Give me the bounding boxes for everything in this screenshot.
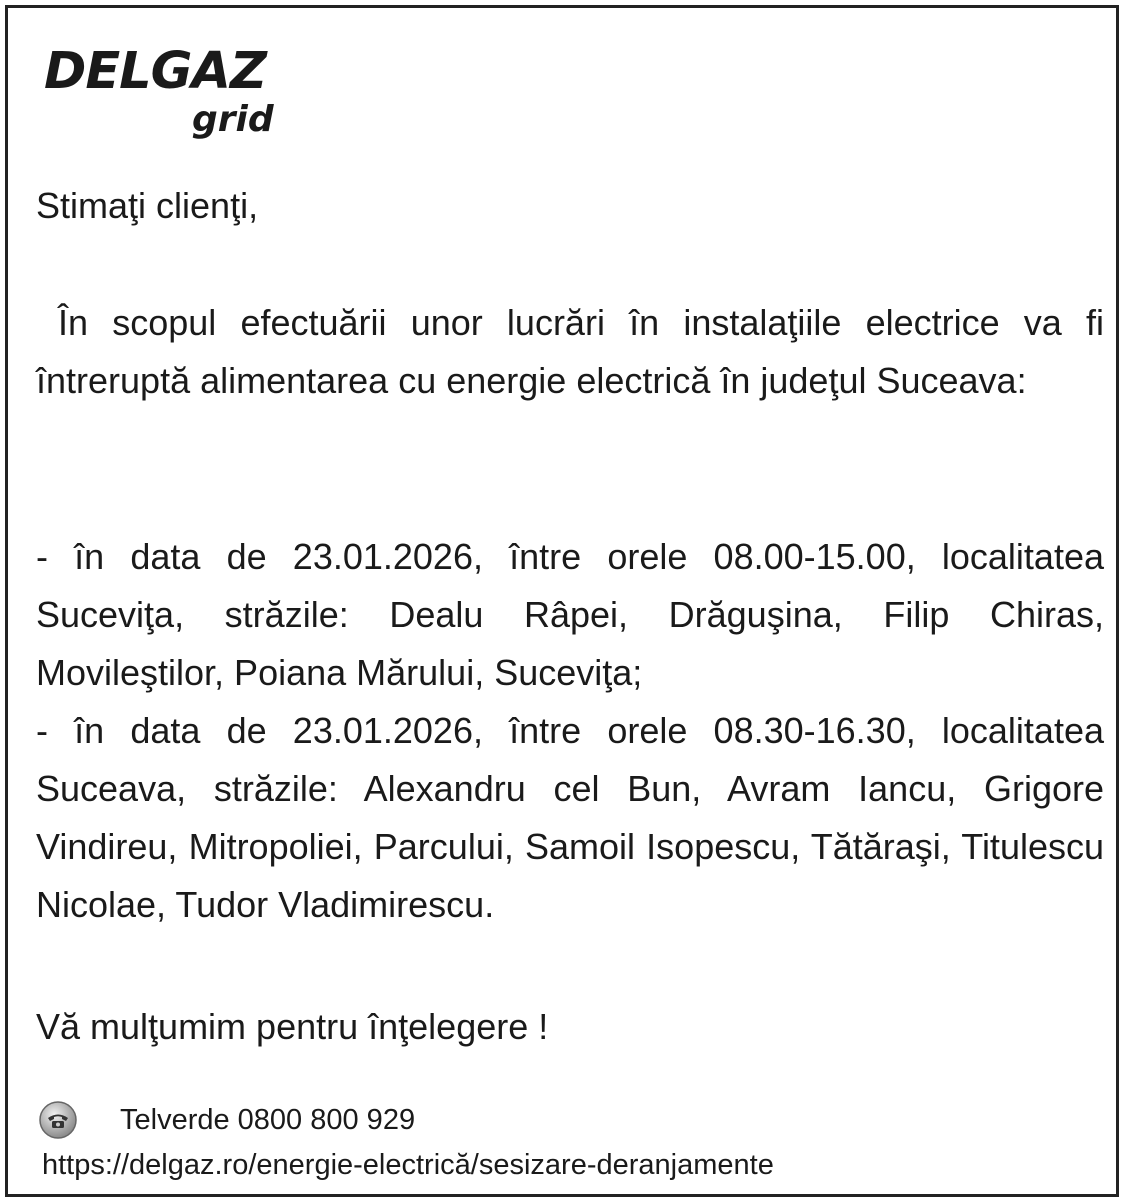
intro-paragraph	[36, 294, 1104, 410]
phone-number: Telverde 0800 800 929	[120, 1104, 416, 1136]
logo-sub-text: grid	[192, 99, 274, 140]
phone-contact	[38, 1098, 638, 1142]
greeting: Stimaţi clienţi,	[36, 185, 259, 226]
website-link[interactable]: https://delgaz.ro/energie-electrică/sesizare-deranjamente	[42, 1149, 774, 1181]
outage-item-1: - în data de 23.01.2026, între orele 08.00-15.00, localitatea Suceviţa, străzile: Dealu Râpei, Drăguşina, Filip Chiras, Movileştilor, Poiana Mărului, Suceviţa;	[36, 536, 1104, 693]
outage-item-2: - în data de 23.01.2026, între orele 08.30-16.30, localitatea Suceava, străzile: Alexandru cel Bun, Avram Iancu, Grigore Vindireu, Mitropoliei, Parcului, Samoil Isopescu, Tătăraşi, Titulescu Nicolae, Tudor Vladimirescu.	[36, 710, 1104, 925]
logo-main-text: DELGAZ	[44, 42, 266, 101]
phone-icon	[38, 1100, 78, 1140]
notice-frame	[5, 5, 1119, 1197]
intro-text: În scopul efectuării unor lucrări în instalaţiile electrice va fi întreruptă alimentarea cu energie electrică în judeţul Suceava:	[36, 302, 1104, 401]
delgaz-grid-logo	[44, 44, 304, 144]
thank-you-line: Vă mulţumim pentru înţelegere !	[36, 1006, 549, 1047]
